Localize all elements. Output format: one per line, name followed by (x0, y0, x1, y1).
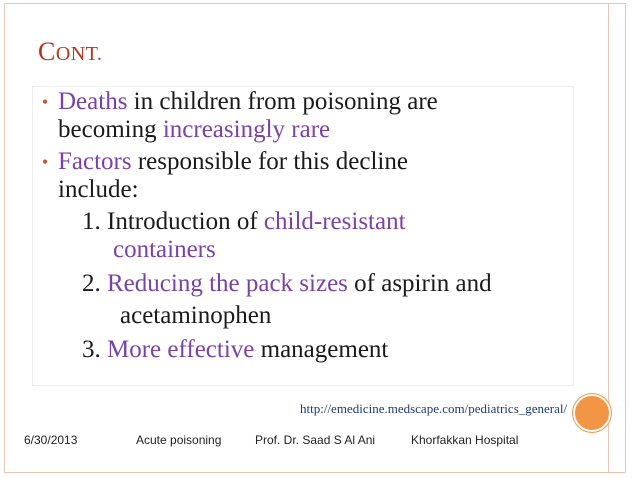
bullet-line (58, 148, 577, 176)
body-text: acetaminophen (120, 302, 272, 329)
highlight-text: Deaths (58, 88, 128, 115)
orange-circle-icon (573, 394, 611, 432)
title-rest: ONT. (55, 43, 103, 65)
list-item-continuation (82, 302, 577, 330)
body-text: include: (58, 176, 139, 203)
body-text: management (254, 336, 389, 363)
title-initial: C (38, 37, 56, 66)
list-item (82, 270, 577, 298)
body-text: responsible for this decline (131, 148, 408, 175)
body-text: Introduction of (107, 208, 264, 235)
footer-author: Prof. Dr. Saad S Al Ani (255, 433, 376, 447)
body-text: in children from poisoning are (127, 88, 438, 115)
reference-link[interactable]: http://emedicine.medscape.com/pediatrics_general/ (300, 401, 568, 416)
highlight-text: Factors (58, 148, 132, 175)
list-item-continuation (82, 236, 577, 264)
footer-date: 6/30/2013 (24, 433, 78, 447)
body-text: becoming (58, 116, 163, 143)
footer-hospital: Khorfakkan Hospital (411, 433, 519, 447)
item-number: 1. (82, 208, 107, 235)
highlight-text: Reducing the pack sizes (107, 270, 348, 297)
bullet-item (32, 148, 577, 204)
bullet-line (58, 88, 577, 116)
highlight-text: increasingly rare (162, 116, 331, 143)
numbered-list (32, 208, 577, 364)
item-number: 3. (82, 336, 107, 363)
slide-content (32, 88, 577, 364)
list-item (82, 336, 577, 364)
highlight-text: containers (113, 236, 216, 263)
slide-title (38, 38, 102, 68)
item-number: 2. (82, 270, 107, 297)
bullet-icon: • (41, 152, 49, 172)
highlight-text: child-resistant (263, 208, 406, 235)
footer-topic: Acute poisoning (136, 433, 222, 447)
body-text: of aspirin and (347, 270, 492, 297)
highlight-text: More effective (107, 336, 255, 363)
list-item (82, 208, 577, 236)
bullet-item (32, 88, 577, 144)
bullet-icon: • (41, 92, 49, 112)
bullet-line (58, 116, 577, 144)
bullet-line (58, 176, 577, 204)
